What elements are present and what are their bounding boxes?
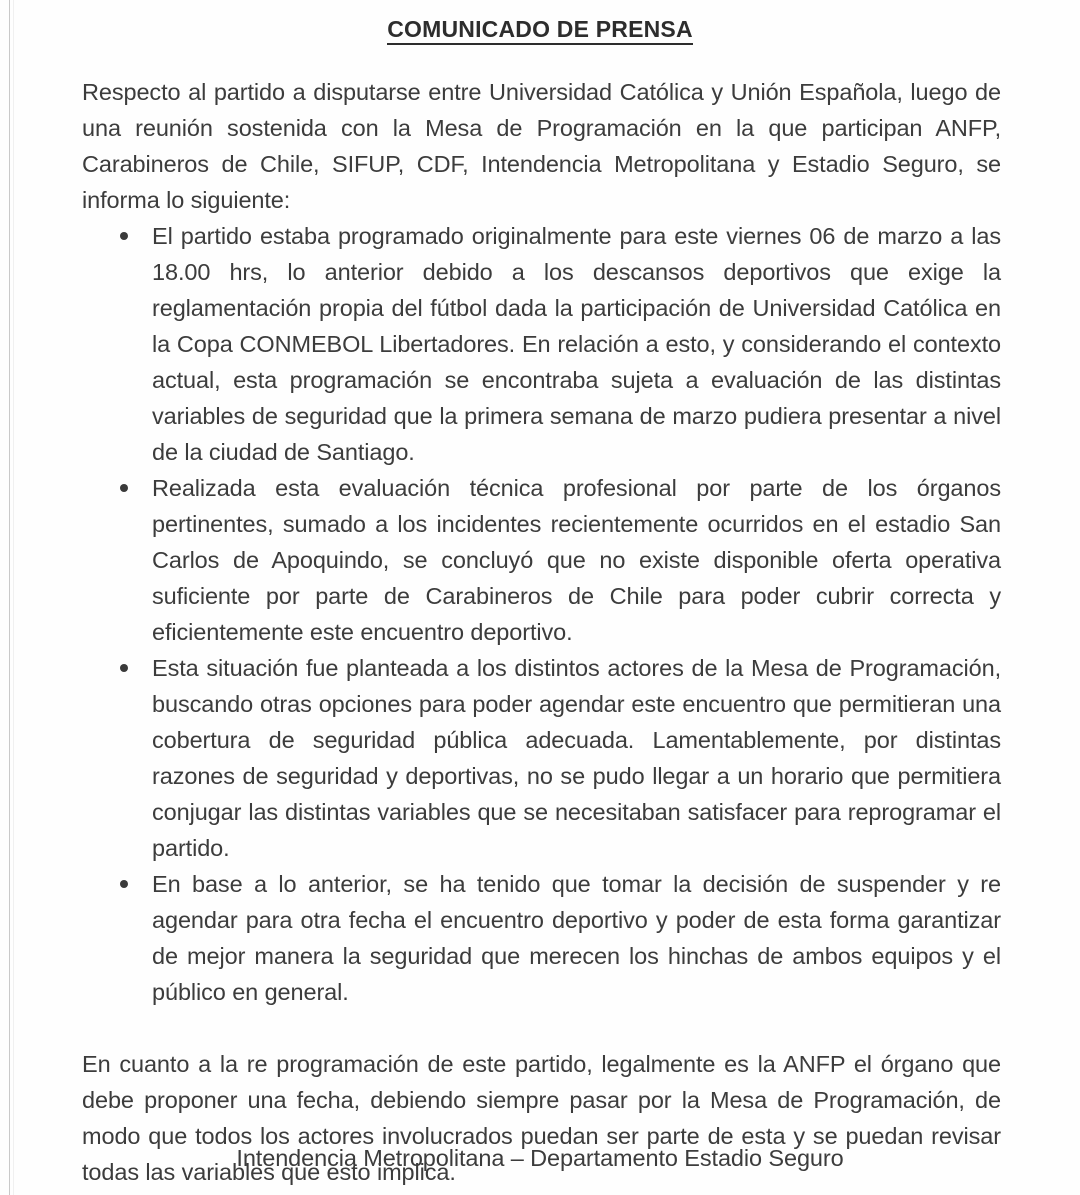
bullet-point-icon — [120, 664, 128, 672]
page-edge-rule — [9, 0, 10, 1195]
bullet-point-icon — [120, 232, 128, 240]
list-item-text: En base a lo anterior, se ha tenido que tomar la decisión de suspender y re agendar para otra fecha el encuentro deportivo y poder de esta forma garantizar de mejor manera la seguridad que merecen los hinchas de ambos equipos y el público en general. — [152, 871, 1001, 1005]
bullet-list — [82, 218, 1001, 1010]
list-item — [82, 218, 1001, 470]
list-item — [82, 650, 1001, 866]
list-item-text: Realizada esta evaluación técnica profesional por parte de los órganos pertinentes, sumado a los incidentes recientemente ocurridos en el estadio San Carlos de Apoquindo, se concluyó que no existe disponible oferta operativa suficiente por parte de Carabineros de Chile para poder cubrir correcta y eficientemente este encuentro deportivo. — [152, 475, 1001, 645]
page-title — [0, 16, 1080, 43]
document-body — [82, 74, 1001, 1190]
page-edge-rule-secondary — [13, 0, 14, 1195]
list-item — [82, 470, 1001, 650]
page-title-text: COMUNICADO DE PRENSA — [387, 16, 693, 45]
list-item — [82, 866, 1001, 1010]
intro-paragraph: Respecto al partido a disputarse entre Universidad Católica y Unión Española, luego de una reunión sostenida con la Mesa de Programación en la que participan ANFP, Carabineros de Chile, SIFUP, CDF, Intendencia Metropolitana y Estadio Seguro, se informa lo siguiente: — [82, 79, 1001, 213]
bullet-point-icon — [120, 880, 128, 888]
signature-line: Intendencia Metropolitana – Departamento Estadio Seguro — [236, 1145, 844, 1171]
list-item-text: El partido estaba programado originalmente para este viernes 06 de marzo a las 18.00 hrs, lo anterior debido a los descansos deportivos que exige la reglamentación propia del fútbol dada la participación de Universidad Católica en la Copa CONMEBOL Libertadores. En relación a esto, y considerando el contexto actual, esta programación se encontraba sujeta a evaluación de las distintas variables de seguridad que la primera semana de marzo pudiera presentar a nivel de la ciudad de Santiago. — [152, 223, 1001, 465]
bullet-point-icon — [120, 484, 128, 492]
list-item-text: Esta situación fue planteada a los distintos actores de la Mesa de Programación, buscando otras opciones para poder agendar este encuentro que permitieran una cobertura de seguridad pública adecuada. Lamentablemente, por distintas razones de seguridad y deportivas, no se pudo llegar a un horario que permitiera conjugar las distintas variables que se necesitaban satisfacer para reprogramar el partido. — [152, 655, 1001, 861]
closing-paragraph: En cuanto a la re programación de este partido, legalmente es la ANFP el órgano que debe proponer una fecha, debiendo siempre pasar por la Mesa de Programación, de modo que todos los actores involucrados puedan ser parte de esta y se puedan revisar todas las variables que esto implica. — [82, 1051, 1001, 1185]
paragraph-spacer — [82, 1010, 1001, 1046]
